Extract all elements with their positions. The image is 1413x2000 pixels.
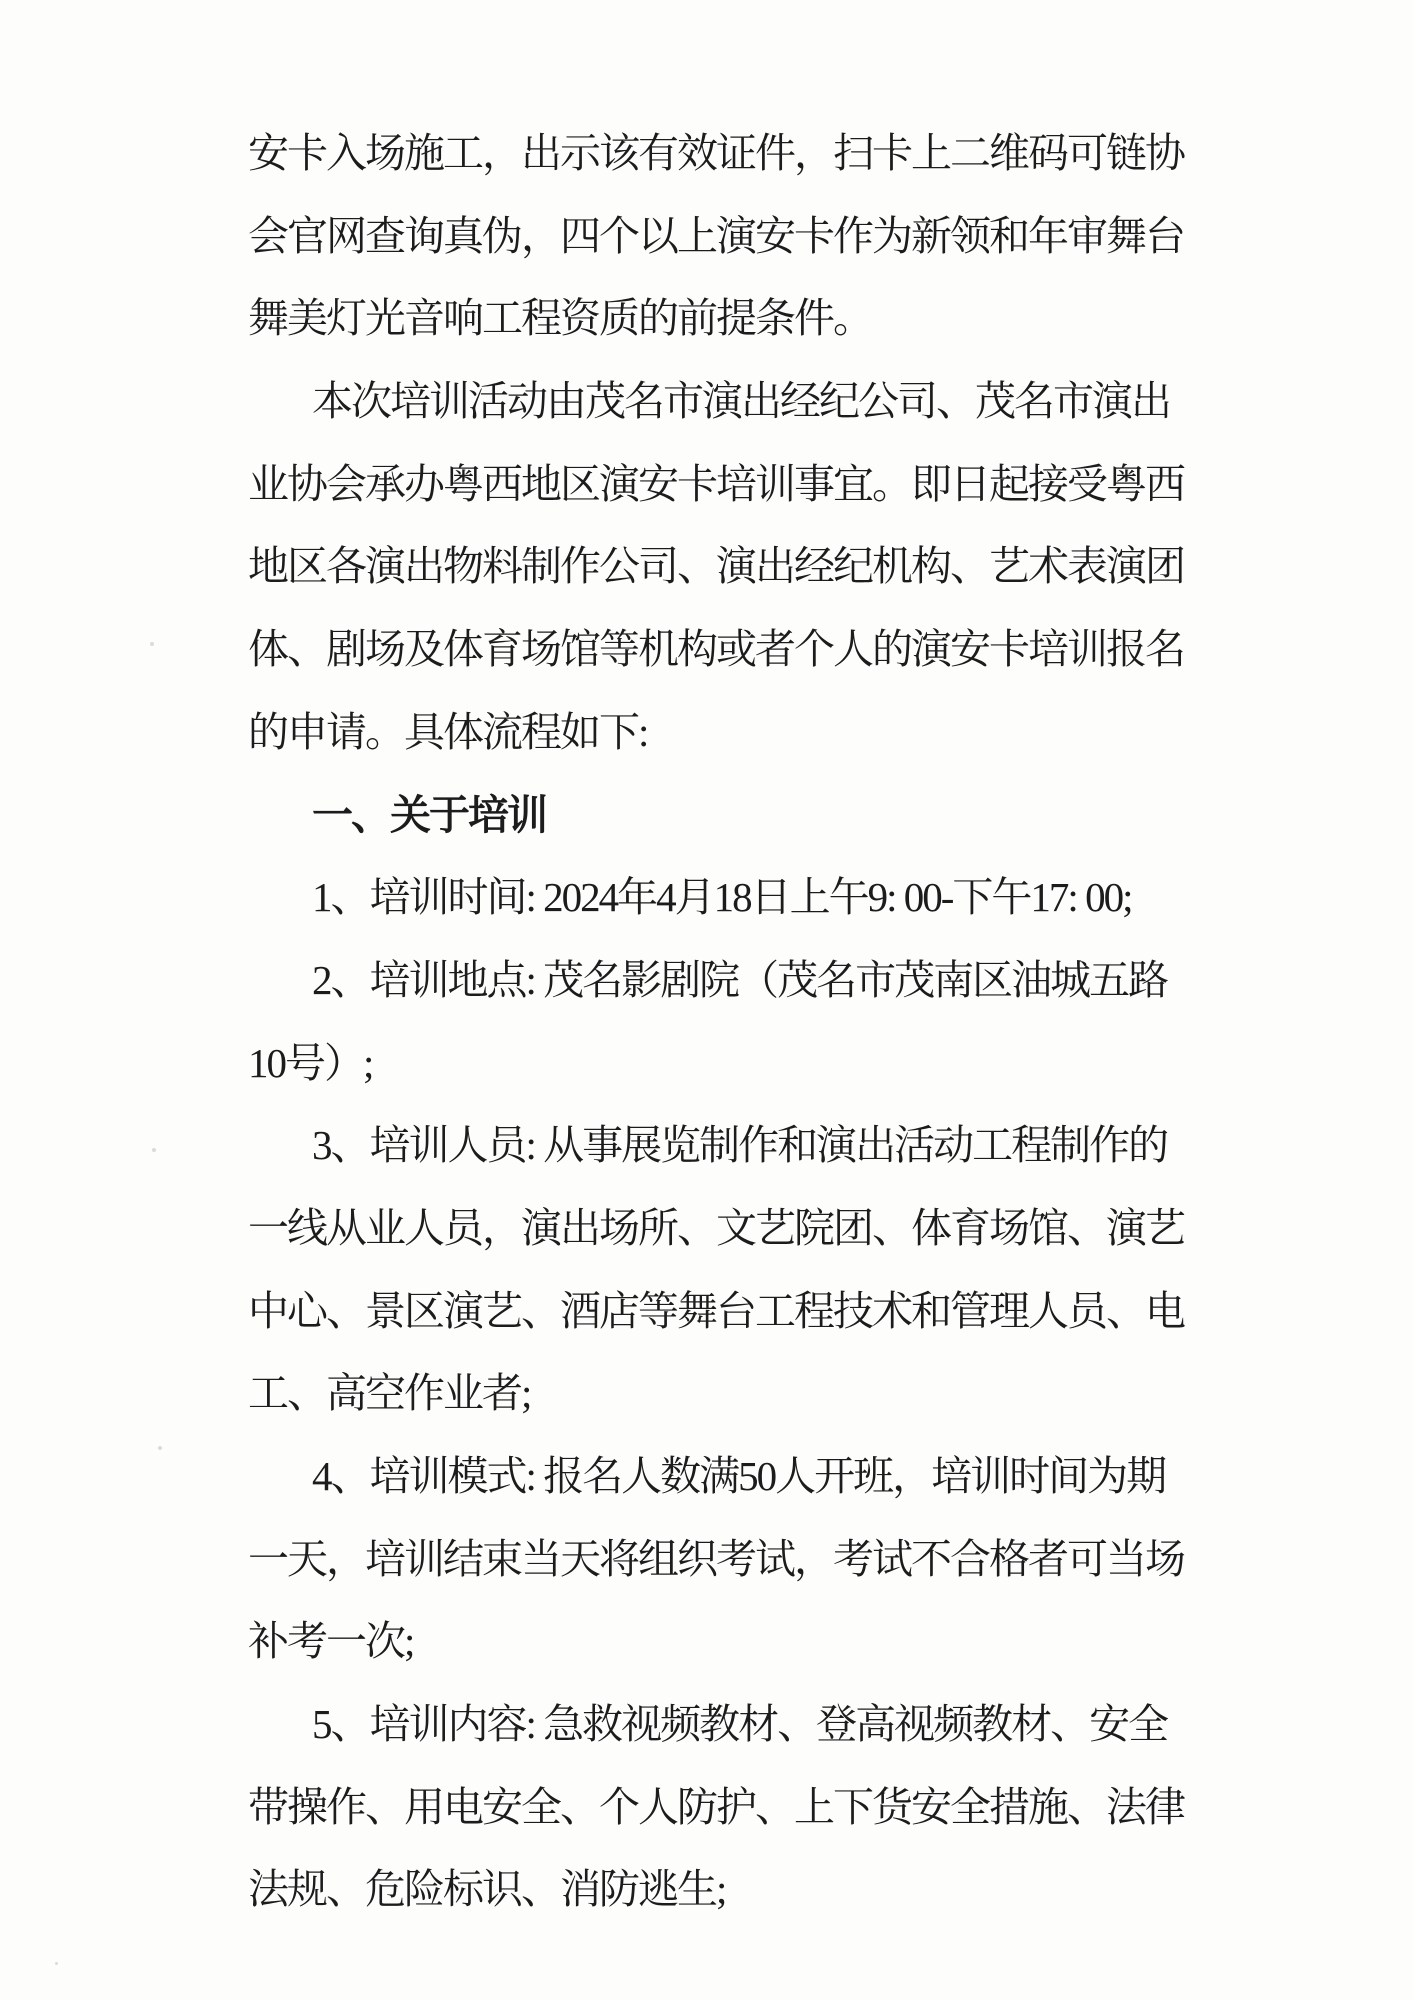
text-line: 一天，培训结束当天将组织考试，考试不合格者可当场 [248,1535,1184,1582]
text-line: 一、关于培训 [312,791,546,838]
text-line: 法规、危险标识、消防逃生; [248,1866,726,1913]
text-line: 1、培训时间: 2024年4月18日上午9: 00-下午17: 00; [312,874,1132,921]
paper-speck [55,1962,58,1965]
text-line: 带操作、用电安全、个人防护、上下货安全措施、法律 [248,1783,1184,1830]
text-line: 工、高空作业者; [248,1370,531,1417]
text-line: 3、培训人员: 从事展览制作和演出活动工程制作的 [312,1122,1168,1169]
text-line: 2、培训地点: 茂名影剧院（茂名市茂南区油城五路 [312,956,1168,1003]
text-line: 舞美灯光音响工程资质的前提条件。 [248,295,872,342]
paper-speck [158,1446,162,1450]
text-line: 业协会承办粤西地区演安卡培训事宜。即日起接受粤西 [248,460,1184,507]
text-line: 会官网查询真伪，四个以上演安卡作为新领和年审舞台 [248,212,1184,259]
document-body [248,112,1188,1931]
text-line: 中心、景区演艺、酒店等舞台工程技术和管理人员、电 [248,1287,1184,1334]
text-line: 地区各演出物料制作公司、演出经纪机构、艺术表演团 [248,543,1184,590]
paper-speck [150,642,154,646]
text-line: 5、培训内容: 急救视频教材、登高视频教材、安全 [312,1701,1168,1748]
text-line: 的申请。具体流程如下: [248,708,648,755]
text-line: 补考一次; [248,1618,414,1665]
text-line: 体、剧场及体育场馆等机构或者个人的演安卡培训报名 [248,626,1184,673]
text-line: 一线从业人员，演出场所、文艺院团、体育场馆、演艺 [248,1204,1184,1251]
text-line: 本次培训活动由茂名市演出经纪公司、茂名市演出 [312,378,1170,425]
paper-speck [152,1148,156,1152]
text-line: 10号）; [248,1039,373,1086]
text-line: 4、培训模式: 报名人数满50人开班，培训时间为期 [312,1453,1166,1499]
text-line: 安卡入场施工，出示该有效证件，扫卡上二维码可链协 [248,130,1184,176]
